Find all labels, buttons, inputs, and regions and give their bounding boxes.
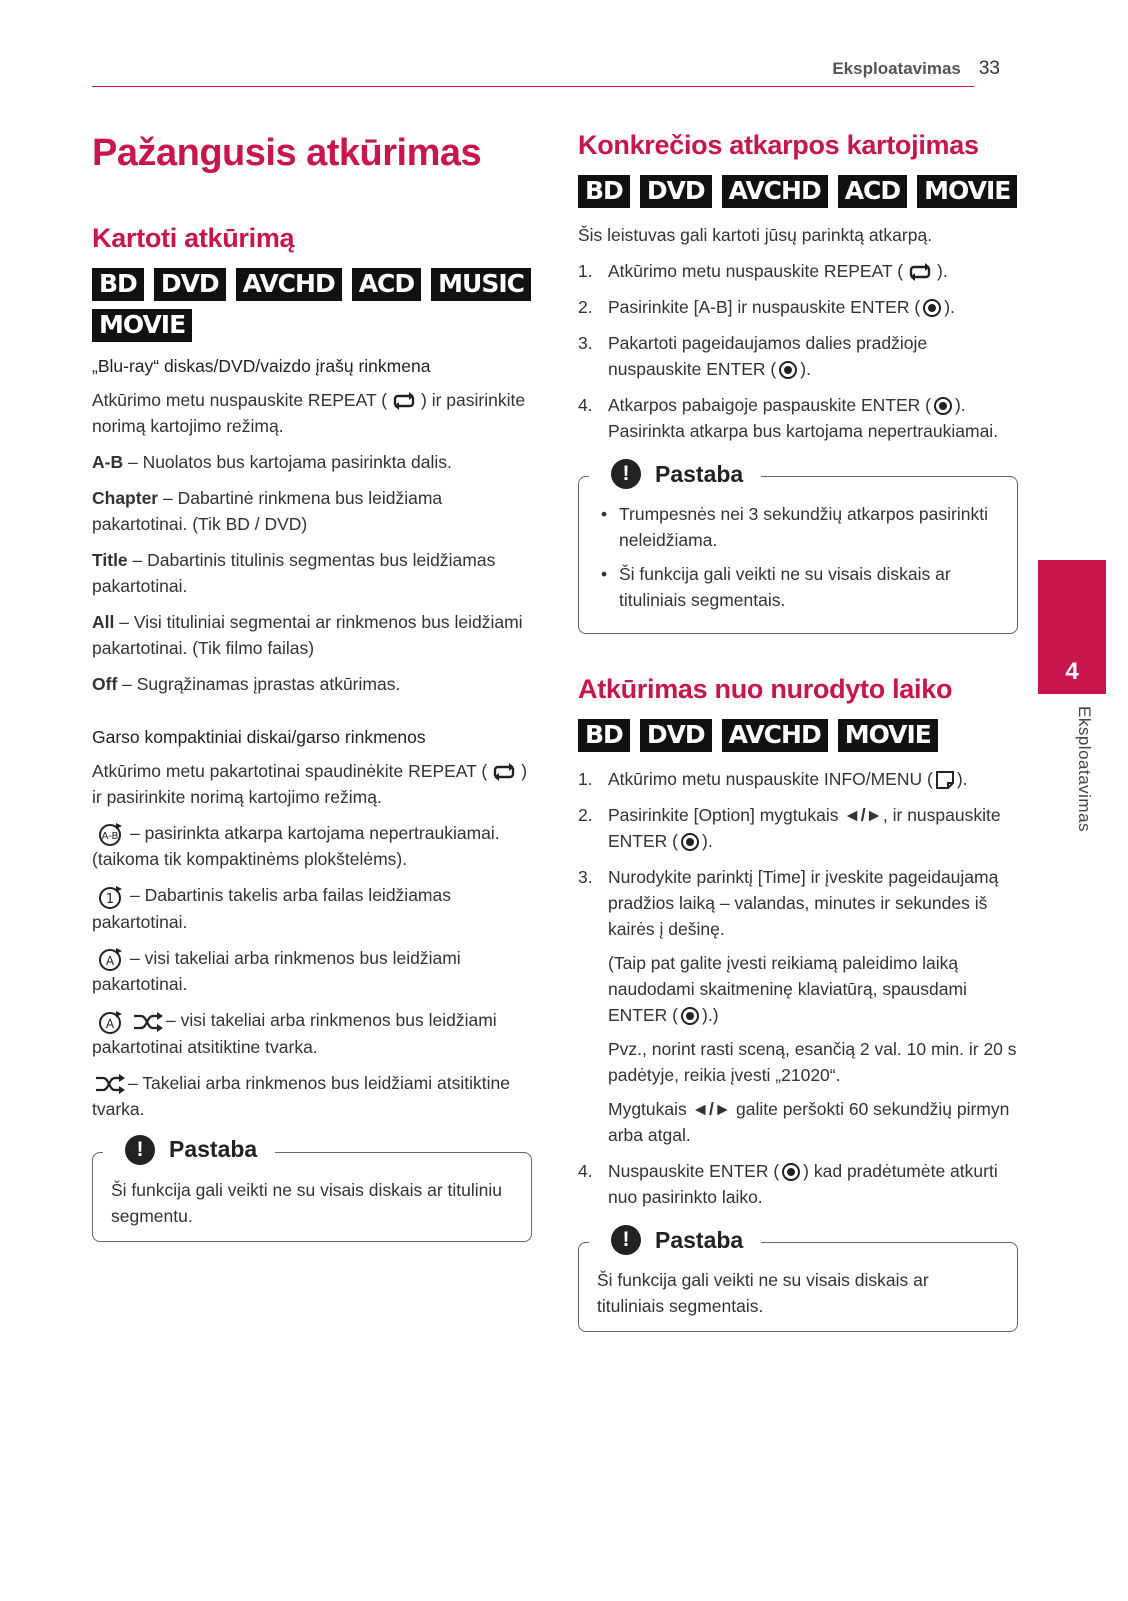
badge-acd: ACD — [352, 268, 421, 301]
ab-steps — [578, 258, 1018, 444]
right-column — [578, 120, 1018, 1332]
media-badges — [578, 175, 1018, 208]
badge-acd: ACD — [838, 175, 907, 208]
time-steps — [578, 766, 1018, 1210]
repeat-ab-icon — [94, 822, 128, 846]
badge-bd: BD — [92, 268, 144, 301]
mode-title: Title – Dabartinis titulinis segmentas bus leidžiamas pakartotinai. — [92, 550, 496, 596]
repeat-icon — [389, 391, 419, 411]
badge-music: MUSIC — [431, 268, 531, 301]
page-header — [832, 58, 1000, 80]
svg-text:A: A — [105, 954, 115, 969]
left-right-arrows-icon: ◄/► — [691, 1099, 732, 1119]
mode-chapter: Chapter – Dabartinė rinkmena bus leidžiama pakartotinai. (Tik BD / DVD) — [92, 488, 443, 534]
list-item: 3. Pakartoti pageidaujamos dalies pradžioje nuspauskite ENTER ( ). — [578, 333, 928, 379]
section-heading-ab: Konkrečios atkarpos kartojimas — [578, 130, 979, 160]
cd-repeat-intro: Atkūrimo metu pakartotinai spaudinėkite REPEAT ( ) ir pasirinkite norimą kartojimo režimą. — [92, 761, 528, 807]
repeat-all-icon — [94, 1010, 128, 1034]
note-box — [578, 460, 1018, 634]
note-text: Ši funkcija gali veikti ne su visais diskais ar tituliniu segmentu. — [111, 1179, 502, 1226]
repeat-icon — [905, 262, 935, 282]
svg-text:A-B: A-B — [101, 831, 119, 843]
cd-mode-track: 1 – Dabartinis takelis arba failas leidžiamas pakartotinai. — [92, 885, 451, 932]
list-item: 2. Pasirinkite [Option] mygtukais ◄/►, ir nuspauskite ENTER ( ). — [578, 805, 1001, 851]
badge-movie: MOVIE — [838, 719, 938, 752]
chapter-label: Eksploatavimas — [1075, 706, 1094, 833]
ab-intro: Šis leistuvas gali kartoti jūsų parinktą atkarpą. — [578, 225, 933, 245]
repeat-one-icon — [94, 885, 128, 909]
shuffle-icon — [94, 1073, 126, 1095]
repeat-all-icon — [94, 947, 128, 971]
badge-dvd: DVD — [640, 175, 712, 208]
enter-icon — [680, 832, 700, 852]
repeat-icon — [489, 762, 519, 782]
enter-icon — [778, 360, 798, 380]
subheading-bluray: „Blu-ray“ diskas/DVD/vaizdo įrašų rinkmena — [92, 356, 431, 376]
subheading-audio: Garso kompaktiniai diskai/garso rinkmenos — [92, 727, 426, 747]
badge-avchd: AVCHD — [722, 175, 828, 208]
list-item: 4. Atkarpos pabaigoje paspauskite ENTER ( ). Pasirinkta atkarpa bus kartojama nepertraukiamai. — [578, 395, 999, 441]
note-list — [597, 501, 999, 613]
list-item: 1. Atkūrimo metu nuspauskite INFO/MENU ( ). — [578, 769, 968, 789]
header-section: Eksploatavimas — [832, 59, 961, 78]
badge-avchd: AVCHD — [722, 719, 828, 752]
note-label: Pastaba — [655, 1226, 744, 1253]
badge-bd: BD — [578, 719, 630, 752]
note-text: Ši funkcija gali veikti ne su visais diskais ar tituliniais segmentais. — [597, 1270, 929, 1316]
enter-icon — [922, 298, 942, 318]
enter-icon — [933, 396, 953, 416]
list-item: • Trumpesnės nei 3 sekundžių atkarpos pasirinkti neleidžiama. — [597, 501, 999, 553]
warning-icon: ! — [125, 1135, 155, 1165]
badge-dvd: DVD — [640, 719, 712, 752]
left-column — [92, 120, 532, 1242]
badge-movie: MOVIE — [92, 309, 192, 342]
svg-text:A: A — [105, 1016, 115, 1031]
enter-icon — [680, 1006, 700, 1026]
badge-bd: BD — [578, 175, 630, 208]
header-rule — [92, 86, 974, 87]
info-menu-icon — [935, 770, 955, 790]
warning-icon: ! — [611, 459, 641, 489]
list-item: 3. Nurodykite parinktį [Time] ir įveskite pageidaujamą pradžios laiką – valandas, minutes ir sekundes iš kairės į dešinę. (Taip pat galite įvesti reikiamą paleidimo laiką naudodami skaitmeninę klaviatūrą, spausdami ENTER ( ).) Pvz., norint rasti sceną, esančią 2 val. 10 min. ir 20 s padėtyje, reikia įvesti „21020“. Mygtukais ◄/► galite peršokti 60 sekundžių pirmyn arba atgal. — [578, 867, 1017, 1145]
svg-text:1: 1 — [105, 891, 115, 907]
note-box — [92, 1136, 532, 1242]
list-item: 1. Atkūrimo metu nuspauskite REPEAT ( ). — [578, 261, 948, 281]
note-box — [578, 1226, 1018, 1332]
list-item: • Ši funkcija gali veikti ne su visais diskais ar tituliniais segmentais. — [597, 561, 999, 613]
note-label: Pastaba — [655, 460, 744, 487]
warning-icon: ! — [611, 1225, 641, 1255]
section-heading-repeat: Kartoti atkūrimą — [92, 223, 295, 253]
page-number: 33 — [978, 58, 1000, 79]
enter-icon — [781, 1162, 801, 1182]
mode-all: All – Visi tituliniai segmentai ar rinkmenos bus leidžiami pakartotinai. (Tik filmo failas) — [92, 612, 523, 658]
badge-movie: MOVIE — [917, 175, 1017, 208]
cd-mode-all: A – visi takeliai arba rinkmenos bus leidžiami pakartotinai. — [92, 947, 461, 995]
section-heading-time: Atkūrimas nuo nurodyto laiko — [578, 674, 953, 704]
media-badges — [578, 719, 1018, 752]
badge-avchd: AVCHD — [236, 268, 342, 301]
chapter-number: 4 — [1065, 658, 1079, 685]
cd-mode-shuffle: – Takeliai arba rinkmenos bus leidžiami atsitiktine tvarka. — [92, 1072, 510, 1119]
cd-mode-ab: A-B – pasirinkta atkarpa kartojama nepertraukiamai. (taikoma tik kompaktinėms plokštelėms). — [92, 823, 500, 870]
list-item: 2. Pasirinkite [A-B] ir nuspauskite ENTER ( ). — [578, 297, 955, 317]
mode-ab: A-B – Nuolatos bus kartojama pasirinkta dalis. — [92, 452, 452, 472]
page-title: Pažangusis atkūrimas — [92, 132, 482, 174]
badge-dvd: DVD — [154, 268, 226, 301]
media-badges — [92, 268, 532, 342]
repeat-intro: Atkūrimo metu nuspauskite REPEAT ( ) ir pasirinkite norimą kartojimo režimą. — [92, 390, 526, 436]
mode-off: Off – Sugrąžinamas įprastas atkūrimas. — [92, 674, 401, 694]
shuffle-icon — [132, 1011, 164, 1033]
list-item: 4. Nuspauskite ENTER ( ) kad pradėtumėte atkurti nuo pasirinkto laiko. — [578, 1161, 998, 1207]
left-right-arrows-icon: ◄/► — [843, 805, 883, 825]
cd-mode-all-shuffle: A – visi takeliai arba rinkmenos bus leidžiami pakartotinai atsitiktine tvarka. — [92, 1010, 497, 1057]
chapter-tab — [1038, 560, 1106, 694]
note-label: Pastaba — [169, 1136, 258, 1162]
